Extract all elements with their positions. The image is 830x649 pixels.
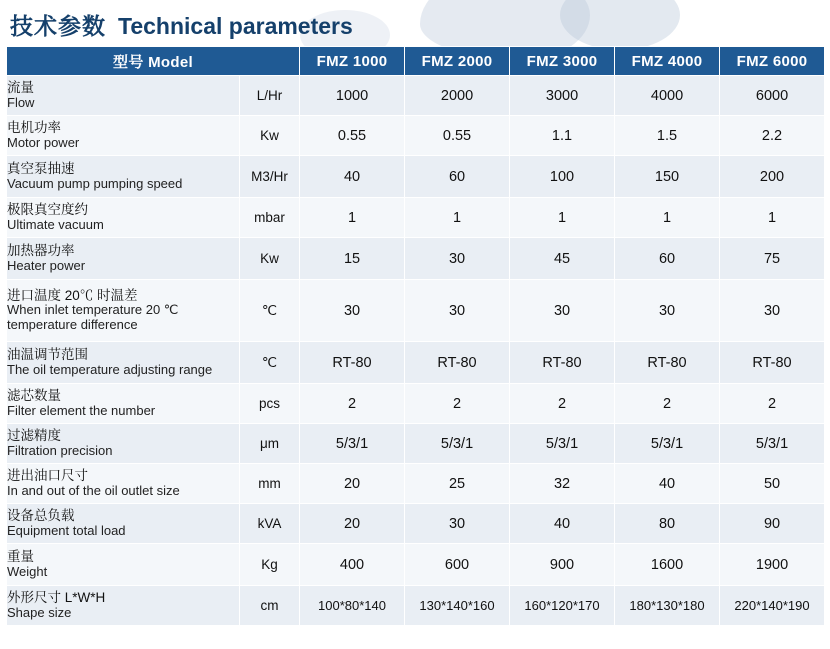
row-label: 外形尺寸 L*W*H Shape size	[7, 586, 240, 626]
cell-value: 45	[510, 238, 615, 280]
row-unit: μm	[240, 424, 300, 464]
row-unit: M3/Hr	[240, 156, 300, 198]
cell-value: 5/3/1	[615, 424, 720, 464]
cell-value: 20	[300, 504, 405, 544]
table-row	[7, 464, 825, 504]
cell-value: 15	[300, 238, 405, 280]
row-label: 真空泵抽速 Vacuum pump pumping speed	[7, 156, 240, 198]
page-title-en: Technical parameters	[118, 13, 353, 39]
table-row	[7, 238, 825, 280]
cell-value: 80	[615, 504, 720, 544]
row-unit: pcs	[240, 384, 300, 424]
cell-value: RT-80	[720, 342, 825, 384]
cell-value: 200	[720, 156, 825, 198]
row-unit: cm	[240, 586, 300, 626]
cell-value: 32	[510, 464, 615, 504]
cell-value: 2	[405, 384, 510, 424]
row-label: 油温调节范围 The oil temperature adjusting range	[7, 342, 240, 384]
table-row	[7, 504, 825, 544]
cell-value: 75	[720, 238, 825, 280]
row-label: 滤芯数量 Filter element the number	[7, 384, 240, 424]
row-label: 重量 Weight	[7, 544, 240, 586]
cell-value: 0.55	[405, 116, 510, 156]
cell-value: 4000	[615, 76, 720, 116]
table-row	[7, 76, 825, 116]
cell-value: 2	[510, 384, 615, 424]
page-title	[0, 0, 830, 46]
cell-value: 130*140*160	[405, 586, 510, 626]
table-row	[7, 116, 825, 156]
table-row	[7, 424, 825, 464]
column-header-fmz6000: FMZ 6000	[720, 47, 825, 76]
cell-value: 2.2	[720, 116, 825, 156]
cell-value: 0.55	[300, 116, 405, 156]
row-unit: mm	[240, 464, 300, 504]
table-row	[7, 342, 825, 384]
cell-value: 100	[510, 156, 615, 198]
cell-value: RT-80	[300, 342, 405, 384]
row-label: 流量 Flow	[7, 76, 240, 116]
cell-value: 1000	[300, 76, 405, 116]
cell-value: 5/3/1	[405, 424, 510, 464]
table-header-row	[7, 47, 825, 76]
cell-value: 900	[510, 544, 615, 586]
table-row	[7, 156, 825, 198]
row-label: 进口温度 20℃ 时温差 When inlet temperature 20 ℃ temperature difference	[7, 280, 240, 342]
column-header-fmz1000: FMZ 1000	[300, 47, 405, 76]
table-row	[7, 586, 825, 626]
table-row	[7, 198, 825, 238]
technical-parameters-table	[6, 46, 825, 626]
cell-value: RT-80	[615, 342, 720, 384]
column-header-model-en: Model	[148, 53, 193, 71]
cell-value: 5/3/1	[720, 424, 825, 464]
row-unit: mbar	[240, 198, 300, 238]
column-header-fmz3000: FMZ 3000	[510, 47, 615, 76]
cell-value: 1	[300, 198, 405, 238]
cell-value: 30	[405, 504, 510, 544]
column-header-model	[7, 47, 300, 76]
row-label: 加热器功率 Heater power	[7, 238, 240, 280]
cell-value: 2	[615, 384, 720, 424]
cell-value: 40	[615, 464, 720, 504]
cell-value: 2	[720, 384, 825, 424]
cell-value: 100*80*140	[300, 586, 405, 626]
cell-value: 40	[300, 156, 405, 198]
cell-value: 1	[510, 198, 615, 238]
cell-value: 220*140*190	[720, 586, 825, 626]
cell-value: 90	[720, 504, 825, 544]
row-label: 设备总负载 Equipment total load	[7, 504, 240, 544]
row-label: 过滤精度 Filtration precision	[7, 424, 240, 464]
row-unit: ℃	[240, 342, 300, 384]
row-unit: ℃	[240, 280, 300, 342]
cell-value: 5/3/1	[510, 424, 615, 464]
row-label: 电机功率 Motor power	[7, 116, 240, 156]
cell-value: 1	[720, 198, 825, 238]
cell-value: 5/3/1	[300, 424, 405, 464]
cell-value: 30	[720, 280, 825, 342]
cell-value: 20	[300, 464, 405, 504]
cell-value: 50	[720, 464, 825, 504]
cell-value: 600	[405, 544, 510, 586]
cell-value: 400	[300, 544, 405, 586]
cell-value: 150	[615, 156, 720, 198]
cell-value: 1	[615, 198, 720, 238]
cell-value: 1.1	[510, 116, 615, 156]
cell-value: 30	[405, 238, 510, 280]
column-header-fmz4000: FMZ 4000	[615, 47, 720, 76]
cell-value: 1	[405, 198, 510, 238]
row-unit: Kg	[240, 544, 300, 586]
cell-value: 30	[510, 280, 615, 342]
row-unit: kVA	[240, 504, 300, 544]
row-unit: L/Hr	[240, 76, 300, 116]
row-unit: Kw	[240, 238, 300, 280]
cell-value: 25	[405, 464, 510, 504]
cell-value: 1600	[615, 544, 720, 586]
row-label: 极限真空度约 Ultimate vacuum	[7, 198, 240, 238]
cell-value: 60	[405, 156, 510, 198]
column-header-fmz2000: FMZ 2000	[405, 47, 510, 76]
column-header-model-cn: 型号	[113, 53, 144, 71]
cell-value: 6000	[720, 76, 825, 116]
cell-value: 60	[615, 238, 720, 280]
cell-value: RT-80	[510, 342, 615, 384]
table-row	[7, 384, 825, 424]
cell-value: 160*120*170	[510, 586, 615, 626]
cell-value: 3000	[510, 76, 615, 116]
cell-value: 30	[405, 280, 510, 342]
cell-value: 2000	[405, 76, 510, 116]
cell-value: 40	[510, 504, 615, 544]
row-unit: Kw	[240, 116, 300, 156]
cell-value: 2	[300, 384, 405, 424]
cell-value: RT-80	[405, 342, 510, 384]
cell-value: 1900	[720, 544, 825, 586]
cell-value: 30	[615, 280, 720, 342]
page-title-cn: 技术参数	[10, 13, 106, 39]
cell-value: 30	[300, 280, 405, 342]
table-row	[7, 544, 825, 586]
table-row	[7, 280, 825, 342]
cell-value: 1.5	[615, 116, 720, 156]
row-label: 进出油口尺寸 In and out of the oil outlet size	[7, 464, 240, 504]
cell-value: 180*130*180	[615, 586, 720, 626]
